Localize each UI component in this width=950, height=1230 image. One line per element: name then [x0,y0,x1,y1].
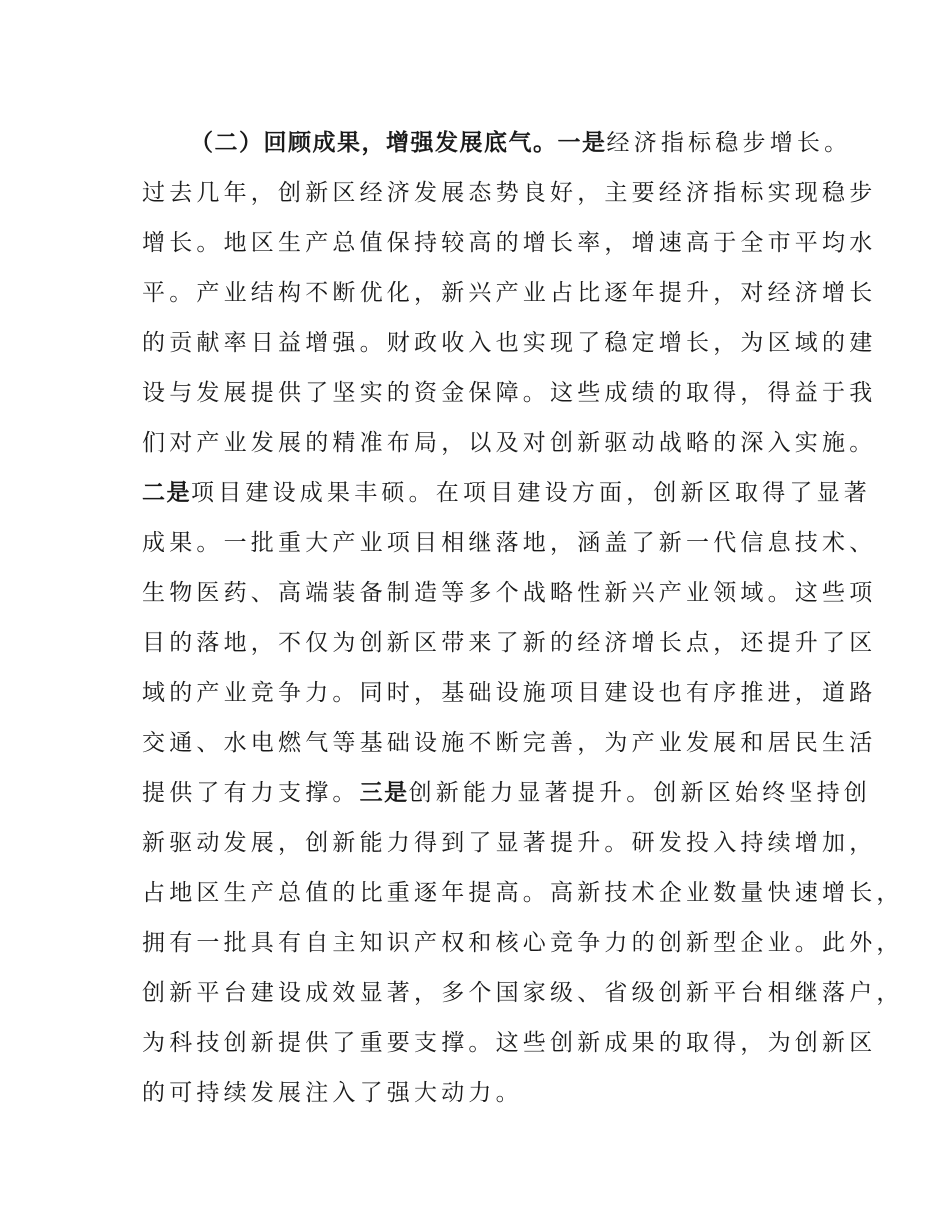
paragraph-line-4: 平。产业结构不断优化，新兴产业占比逐年提升，对经济增长 [142,280,877,306]
paragraph-line-8 [142,478,871,508]
paragraph-line-11: 目的落地，不仅为创新区带来了新的经济增长点，还提升了区 [142,630,877,656]
paragraph-line-2: 过去几年，创新区经济发展态势良好，主要经济指标实现稳步 [142,180,877,206]
line-text: 经济指标稳步增长。 [606,130,852,156]
line-text: 提供了有力支撑。 [142,780,360,806]
paragraph-line-3: 增长。地区生产总值保持较高的增长率，增速高于全市平均水 [142,230,877,256]
paragraph-line-1 [190,128,851,158]
section-heading: （二）回顾成果，增强发展底气。 [190,130,558,156]
line-text: 项目建设成果丰硕。在项目建设方面，创新区取得了显著 [191,480,871,506]
line-text: 创新能力显著提升。创新区始终坚持创 [408,780,872,806]
paragraph-line-10: 生物医药、高端装备制造等多个战略性新兴产业领域。这些项 [142,580,877,606]
paragraph-line-15: 新驱动发展，创新能力得到了显著提升。研发投入持续增加， [142,830,877,856]
paragraph-line-9: 成果。一批重大产业项目相继落地，涵盖了新一代信息技术、 [142,530,877,556]
paragraph-line-20: 的可持续发展注入了强大动力。 [142,1080,523,1106]
point-marker-one: 一是 [557,130,607,156]
paragraph-line-7: 们对产业发展的精准布局，以及对创新驱动战略的深入实施。 [142,430,877,456]
paragraph-line-12: 域的产业竞争力。同时，基础设施项目建设也有序推进，道路 [142,680,877,706]
paragraph-line-19: 为科技创新提供了重要支撑。这些创新成果的取得，为创新区 [142,1030,877,1056]
paragraph-line-17: 拥有一批具有自主知识产权和核心竞争力的创新型企业。此外， [142,930,904,956]
point-marker-three: 三是 [359,780,409,806]
paragraph-line-16: 占地区生产总值的比重逐年提高。高新技术企业数量快速增长， [142,880,904,906]
paragraph-line-6: 设与发展提供了坚实的资金保障。这些成绩的取得，得益于我 [142,380,877,406]
paragraph-line-14 [142,778,871,808]
paragraph-line-5: 的贡献率日益增强。财政收入也实现了稳定增长，为区域的建 [142,330,877,356]
point-marker-two: 二是 [142,480,191,506]
paragraph-line-13: 交通、水电燃气等基础设施不断完善，为产业发展和居民生活 [142,730,877,756]
paragraph-line-18: 创新平台建设成效显著，多个国家级、省级创新平台相继落户， [142,980,904,1006]
